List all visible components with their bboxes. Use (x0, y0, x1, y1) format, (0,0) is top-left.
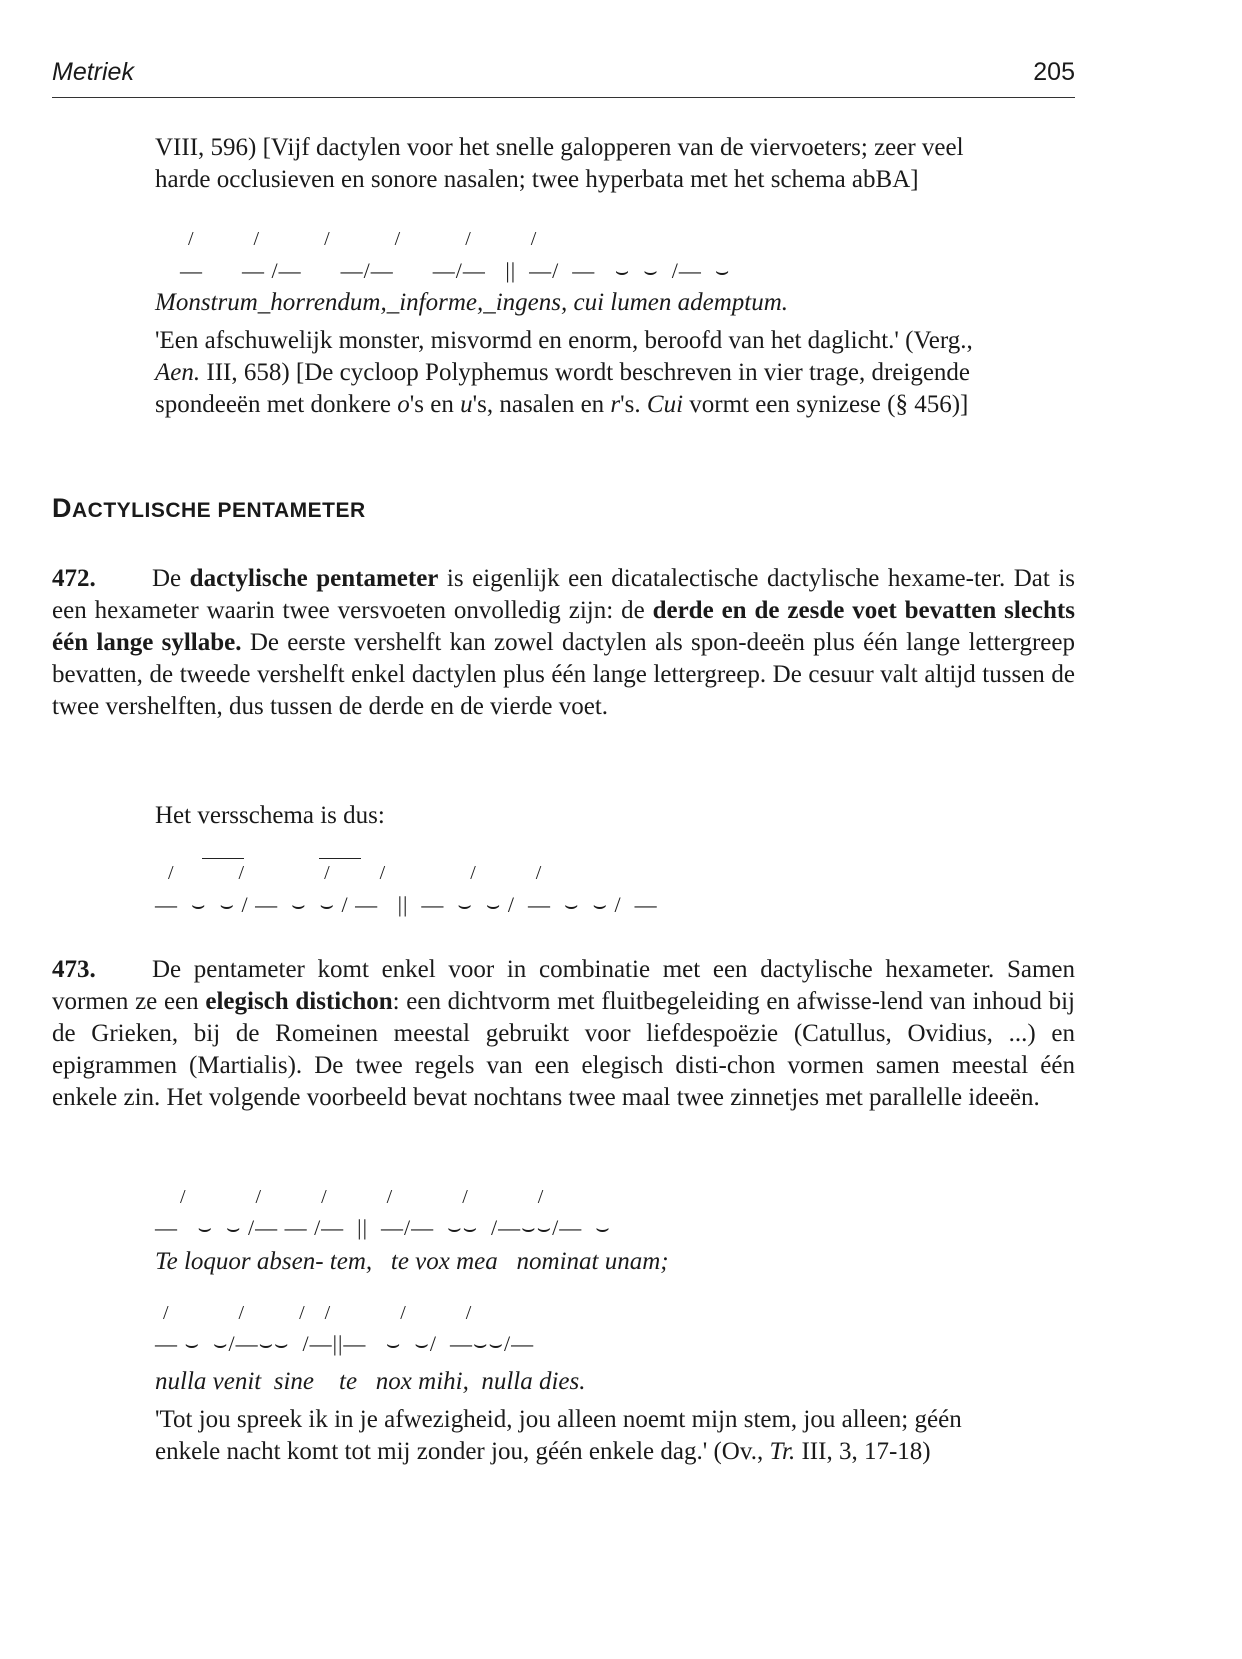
text-part: De eerste vershelft kan zowel dactylen als spon-deeën plus één lange lettergreep bevatten, de tweede vershelft enkel dactylen plus één lange lettergreep. De cesuur valt altijd tussen de twee vershelften, dus tussen de derde en de vierde voet. (52, 629, 1075, 720)
translation-line-3 (155, 389, 1075, 421)
paragraph-473 (52, 954, 1075, 1114)
hexameter-stress-marks: / / / / / / (180, 1186, 544, 1208)
header-rule (52, 97, 1075, 98)
scansion-line: — — /— —/— —/— || —/ — ⌣ ⌣ /— ⌣ (180, 258, 731, 283)
pentameter-verse: nulla venit sine te nox mihi, nulla dies. (155, 1368, 586, 1395)
example-translation-2 (155, 1436, 1075, 1468)
schema-label: Het versschema is dus: (155, 802, 385, 829)
pentameter-scansion: — ⌣ ⌣/—⌣⌣ /—||— ⌣ ⌣/ —⌣⌣/— (155, 1331, 535, 1356)
emphasis-third-sixth-foot: derde en de zesde voet bevatten slechts één lange syllabe. (52, 597, 1075, 656)
text-part: De pentameter komt enkel voor in combinatie met een dactylische hexameter. Samen vormen ze een (52, 956, 1075, 1015)
hexameter-verse: Te loquor absen- tem, te vox mea nominat unam; (155, 1248, 669, 1275)
pentameter-stress-marks: / / / / / / (163, 1302, 472, 1324)
text-part: is eigenlijk een dicatalectische dactylische hexame-ter. Dat is een hexameter waarin twee versvoeten onvolledig zijn: de (52, 565, 1075, 624)
citation-text: III, 658) [De cycloop Polyphemus wordt beschreven in vier trage, dreigende (200, 359, 971, 386)
translation-line-1: 'Een afschuwelijk monster, misvormd en enorm, beroofd van het daglicht.' (Verg., (155, 327, 973, 354)
heading-rest: ACTYLISCHE PENTAMETER (72, 499, 366, 522)
text-part: enkele nacht komt tot mij zonder jou, géén enkele dag.' (Ov., (155, 1438, 770, 1465)
paragraph-472 (52, 563, 1075, 723)
paragraph-number: 472. (52, 565, 96, 592)
text-part: : een dichtvorm met fluitbegeleiding en afwisse-lend van inhoud bij de Grieken, bij de Romeinen meestal gebruikt voor liefdespoëzie (Catullus, Ovidius, ...) en epigrammen (Martialis). De twee regels van een elegisch disti-chon vormen samen meestal één enkele zin. Het volgende voorbeeld bevat nochtans twee maal twee zinnetjes met parallelle ideeën. (52, 988, 1075, 1111)
letter-o: o (397, 391, 410, 418)
work-title: Tr. (769, 1438, 796, 1465)
schema-scansion: — ⌣ ⌣ / — ⌣ ⌣ / — || — ⌣ ⌣ / — ⌣ ⌣ / — (155, 892, 658, 917)
schema-stress-marks: / / / / / / (168, 862, 542, 884)
paragraph-number: 473. (52, 956, 96, 983)
intro-line-1: VIII, 596) [Vijf dactylen voor het snelle galopperen van de viervoeters; zeer veel (155, 134, 964, 161)
work-title: Aen. (155, 359, 201, 386)
word-cui: Cui (646, 391, 684, 418)
intro-line-2: harde occlusieven en sonore nasalen; twee hyperbata met het schema abBA] (155, 166, 919, 193)
running-head-title: Metriek (52, 58, 134, 86)
page-number: 205 (1033, 58, 1075, 86)
overline (202, 858, 244, 859)
text-part: spondeeën met donkere (155, 391, 398, 418)
letter-r: r (610, 391, 621, 418)
example-translation-1: 'Tot jou spreek ik in je afwezigheid, jou alleen noemt mijn stem, jou alleen; géén (155, 1406, 962, 1433)
overline (319, 858, 361, 859)
text-part: 's en (409, 391, 461, 418)
text-part: De (152, 565, 190, 592)
latin-verse: Monstrum_horrendum,_informe,_ingens, cui lumen ademptum. (155, 289, 789, 316)
hexameter-scansion: — ⌣ ⌣ /— — /— || —/— ⌣⌣ /—⌣⌣/— ⌣ (155, 1215, 611, 1240)
text-part: vormt een synizese (§ 456)] (683, 391, 969, 418)
letter-u: u (460, 391, 473, 418)
term-dactylic-pentameter: dactylische pentameter (189, 565, 439, 592)
translation-line-2 (155, 357, 1075, 389)
text-part: 's, nasalen en (472, 391, 611, 418)
text-part: III, 3, 17-18) (795, 1438, 931, 1465)
stress-marks: / / / / / / (188, 228, 537, 250)
term-elegiac-distich: elegisch distichon (205, 988, 393, 1015)
text-part: 's. (620, 391, 647, 418)
heading-initial: D (52, 493, 72, 523)
section-heading (52, 493, 366, 524)
